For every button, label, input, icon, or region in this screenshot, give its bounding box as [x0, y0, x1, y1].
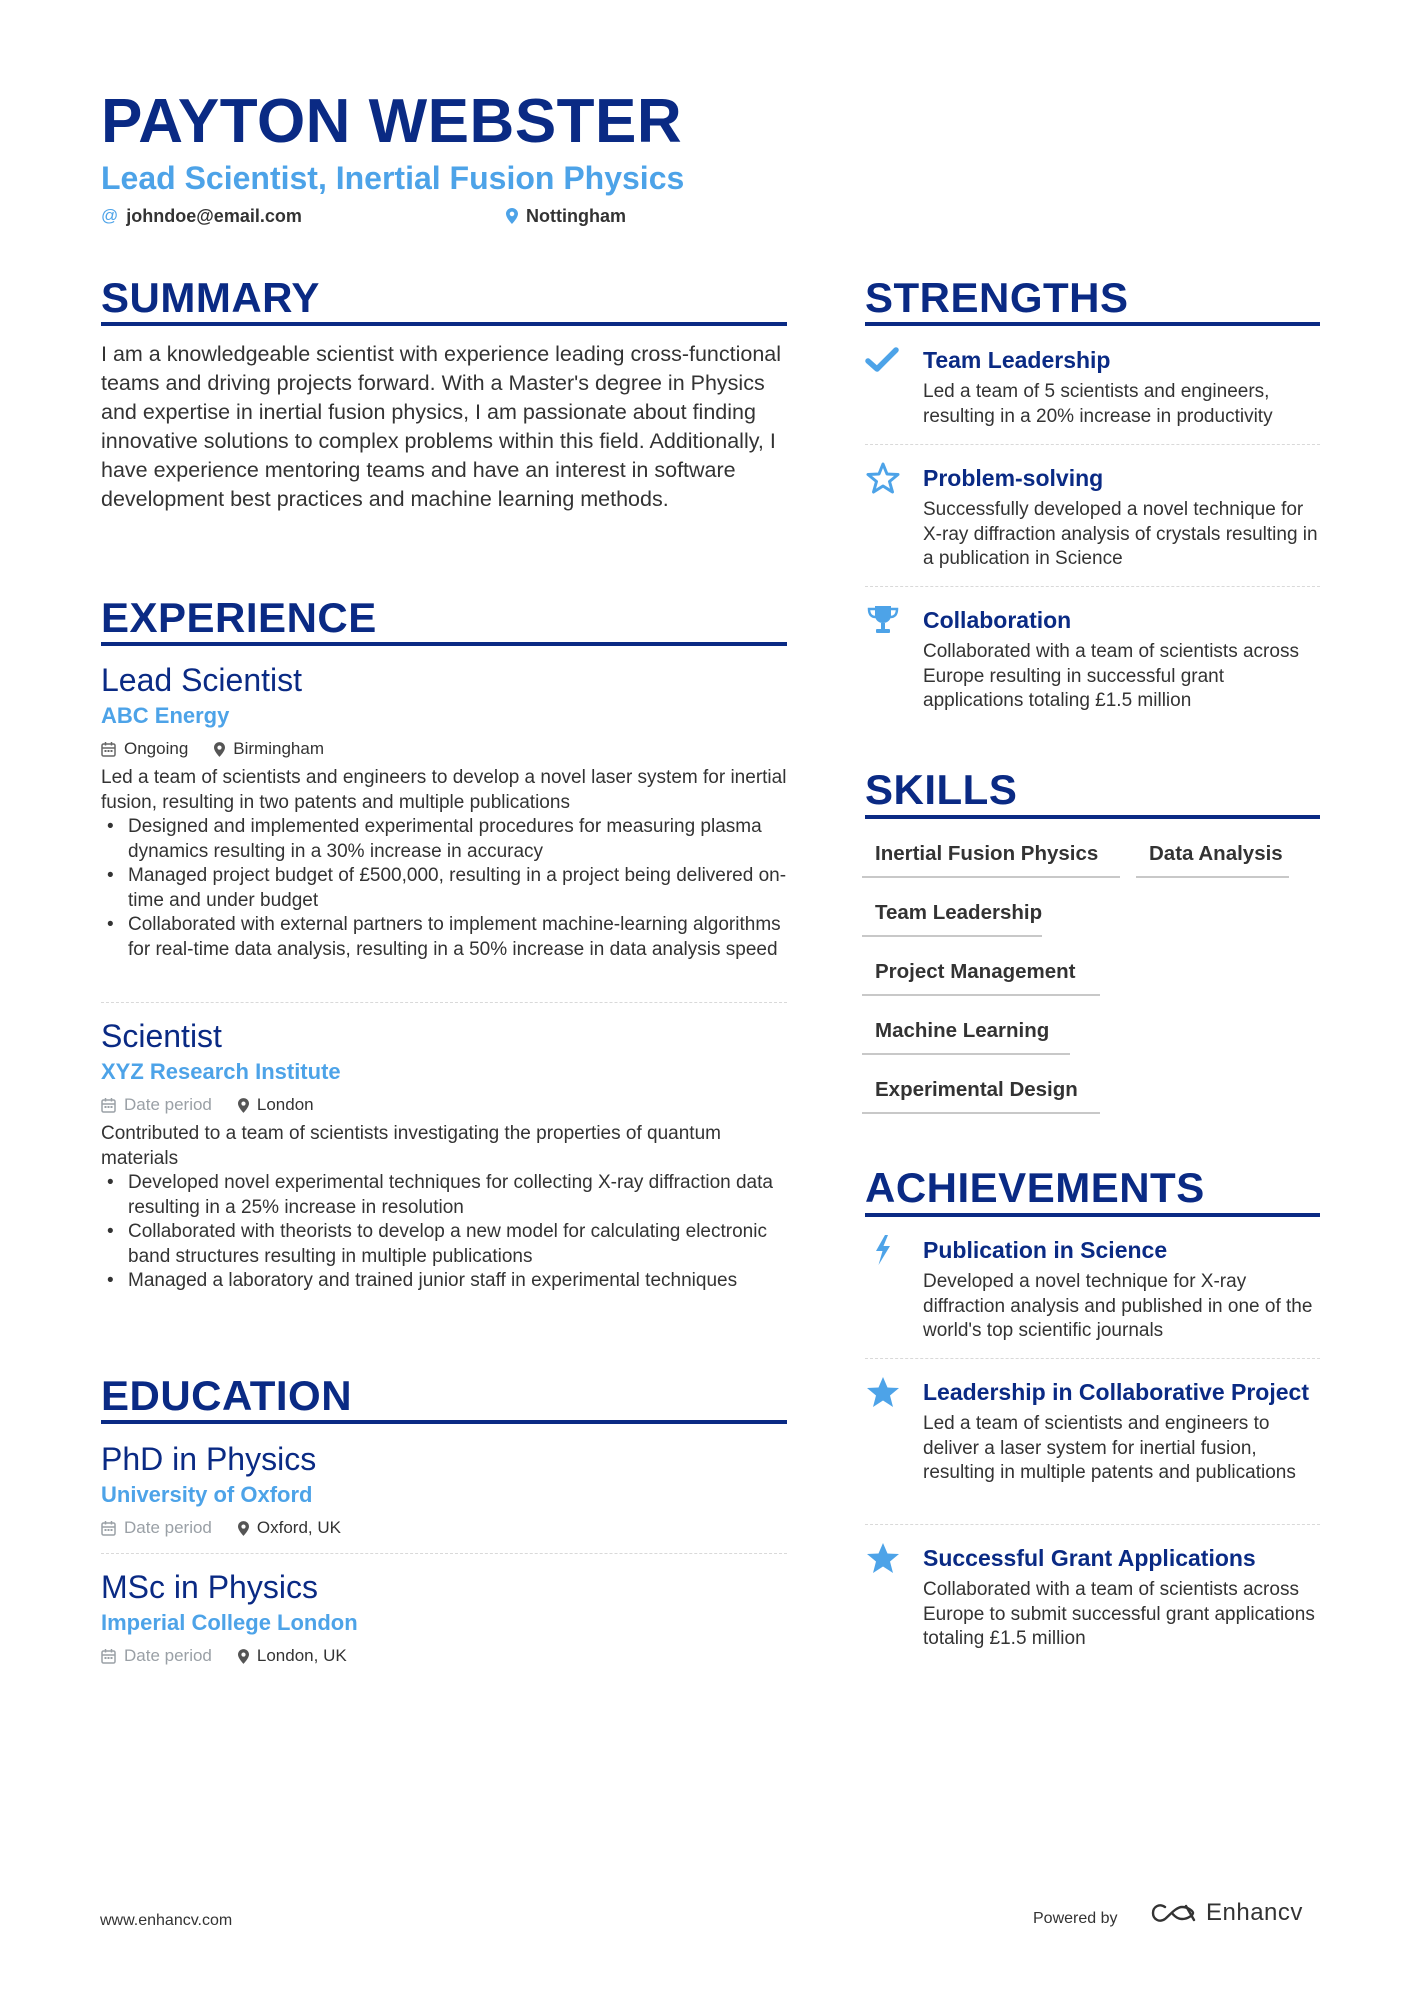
job-title: Lead Scientist: [101, 662, 303, 698]
experience-entry: [101, 660, 787, 962]
company-name[interactable]: XYZ Research Institute: [101, 1059, 341, 1084]
strength-item: [865, 462, 1320, 572]
star-outline-icon: [865, 462, 901, 494]
location-pin-icon: [506, 208, 518, 224]
job-date: Ongoing: [101, 738, 188, 760]
skills-title: SKILLS: [865, 766, 1018, 813]
school-name[interactable]: University of Oxford: [101, 1482, 313, 1507]
email-text: johndoe@email.com: [126, 206, 302, 226]
strengths-divider: [865, 322, 1320, 326]
location-pin-icon: [238, 1521, 249, 1536]
entry-separator: [101, 1553, 787, 1554]
education-date: Date period: [101, 1645, 212, 1667]
achievement-title: Leadership in Collaborative Project: [923, 1379, 1309, 1405]
skill-tag: Experimental Design: [862, 1076, 1100, 1114]
degree-title: MSc in Physics: [101, 1569, 318, 1605]
checkmark-icon: [865, 344, 901, 376]
calendar-icon: [101, 1520, 116, 1536]
job-description: Led a team of scientists and engineers to develop a novel laser system for inertial fusion, resulting in two patents and multiple publications: [101, 767, 787, 813]
strength-title: Collaboration: [923, 607, 1072, 633]
entry-separator: [101, 1002, 787, 1003]
skill-tag: Inertial Fusion Physics: [862, 840, 1120, 878]
job-bullets: [101, 1171, 787, 1294]
candidate-name: PAYTON WEBSTER: [101, 87, 683, 156]
location-pin-icon: [238, 1098, 249, 1113]
summary-title: SUMMARY: [101, 274, 320, 321]
summary-text: I am a knowledgeable scientist with experience leading cross-functional teams and driving projects forward. With a Master's degree in Physics and expertise in inertial fusion physics, I am passionate about finding innovative solutions to complex problems within this field. Additionally, I have experience mentoring teams and have an interest in software development best practices and machine learning methods.: [101, 342, 782, 511]
education-location: Oxford, UK: [238, 1517, 341, 1539]
skills-divider: [865, 815, 1320, 819]
achievement-item: [865, 1542, 1320, 1652]
star-icon: [865, 1542, 901, 1574]
at-icon: @: [101, 206, 119, 225]
education-location: London, UK: [238, 1645, 347, 1667]
list-item: • Developed novel experimental techniques for collecting X-ray diffraction data resulting in a 25% increase in resolution: [101, 1171, 787, 1220]
education-entry: [101, 1567, 787, 1667]
achievement-title: Publication in Science: [923, 1237, 1168, 1263]
candidate-headline: Lead Scientist, Inertial Fusion Physics: [101, 160, 685, 196]
location-pin-icon: [238, 1649, 249, 1664]
strength-item: [865, 604, 1320, 714]
strength-title: Team Leadership: [923, 347, 1111, 373]
achievement-item: [865, 1376, 1320, 1486]
item-separator: [865, 444, 1320, 445]
calendar-icon: [101, 1648, 116, 1664]
achievement-title: Successful Grant Applications: [923, 1545, 1256, 1571]
achievements-divider: [865, 1213, 1320, 1217]
job-location: Birmingham: [214, 738, 324, 760]
contact-location: [506, 205, 626, 227]
footer-url[interactable]: www.enhancv.com: [100, 1912, 233, 1929]
item-separator: [865, 586, 1320, 587]
skill-tag: Project Management: [862, 958, 1100, 996]
location-text: Nottingham: [526, 206, 626, 226]
enhancv-logo-icon: [1150, 1901, 1198, 1925]
degree-title: PhD in Physics: [101, 1441, 317, 1477]
achievement-text: Led a team of scientists and engineers to deliver a laser system for inertial fusion, resulting in multiple patents and publications: [923, 1413, 1296, 1483]
strength-text: Collaborated with a team of scientists across Europe resulting in successful grant applications totaling £1.5 million: [923, 641, 1299, 711]
achievements-title: ACHIEVEMENTS: [865, 1164, 1205, 1211]
skill-tag: Team Leadership: [862, 899, 1042, 937]
job-bullets: [101, 815, 787, 962]
job-meta: [101, 738, 787, 760]
experience-title: EXPERIENCE: [101, 594, 377, 641]
skill-tag: Data Analysis: [1136, 840, 1289, 878]
location-pin-icon: [214, 742, 225, 757]
item-separator: [865, 1524, 1320, 1525]
list-item: • Collaborated with theorists to develop a new model for calculating electronic band structures resulting in multiple publications: [101, 1220, 787, 1269]
achievement-item: [865, 1234, 1320, 1344]
education-title: EDUCATION: [101, 1372, 353, 1419]
skill-tag: Machine Learning: [862, 1017, 1070, 1055]
job-description: Contributed to a team of scientists investigating the properties of quantum materials: [101, 1123, 721, 1169]
education-meta: [101, 1517, 787, 1539]
job-date: Date period: [101, 1094, 212, 1116]
lightning-icon: [865, 1234, 901, 1266]
job-title: Scientist: [101, 1018, 222, 1054]
list-item: • Managed a laboratory and trained junior staff in experimental techniques: [101, 1269, 787, 1294]
summary-divider: [101, 322, 787, 326]
education-meta: [101, 1645, 787, 1667]
strength-item: [865, 344, 1320, 429]
achievement-text: Collaborated with a team of scientists across Europe to submit successful grant applications totaling £1.5 million: [923, 1579, 1315, 1649]
list-item: • Designed and implemented experimental procedures for measuring plasma dynamics resulting in a 30% increase in accuracy: [101, 815, 787, 864]
item-separator: [865, 1358, 1320, 1359]
education-divider: [101, 1420, 787, 1424]
job-location: London: [238, 1094, 314, 1116]
experience-divider: [101, 642, 787, 646]
footer-brand-logo[interactable]: [1150, 1899, 1303, 1927]
footer-powered-by: Powered by: [1033, 1910, 1118, 1927]
education-date: Date period: [101, 1517, 212, 1539]
strength-text: Successfully developed a novel technique for X-ray diffraction analysis of crystals resulting in a publication in Science: [923, 499, 1318, 569]
experience-entry: [101, 1016, 787, 1294]
company-name[interactable]: ABC Energy: [101, 703, 230, 728]
strengths-title: STRENGTHS: [865, 274, 1129, 321]
education-entry: [101, 1439, 787, 1539]
trophy-icon: [865, 604, 901, 636]
list-item: • Managed project budget of £500,000, resulting in a project being delivered on-time and under budget: [101, 864, 787, 913]
star-icon: [865, 1376, 901, 1408]
job-meta: [101, 1094, 787, 1116]
school-name[interactable]: Imperial College London: [101, 1610, 358, 1635]
calendar-icon: [101, 741, 116, 757]
contact-email[interactable]: [101, 205, 302, 227]
achievement-text: Developed a novel technique for X-ray diffraction analysis and published in one of the world's top scientific journals: [923, 1271, 1313, 1341]
footer-brand-name: Enhancv: [1206, 1899, 1303, 1926]
list-item: • Collaborated with external partners to implement machine-learning algorithms for real-time data analysis, resulting in a 50% increase in data analysis speed: [101, 913, 787, 962]
strength-title: Problem-solving: [923, 465, 1104, 491]
calendar-icon: [101, 1097, 116, 1113]
strength-text: Led a team of 5 scientists and engineers, resulting in a 20% increase in productivity: [923, 381, 1273, 427]
